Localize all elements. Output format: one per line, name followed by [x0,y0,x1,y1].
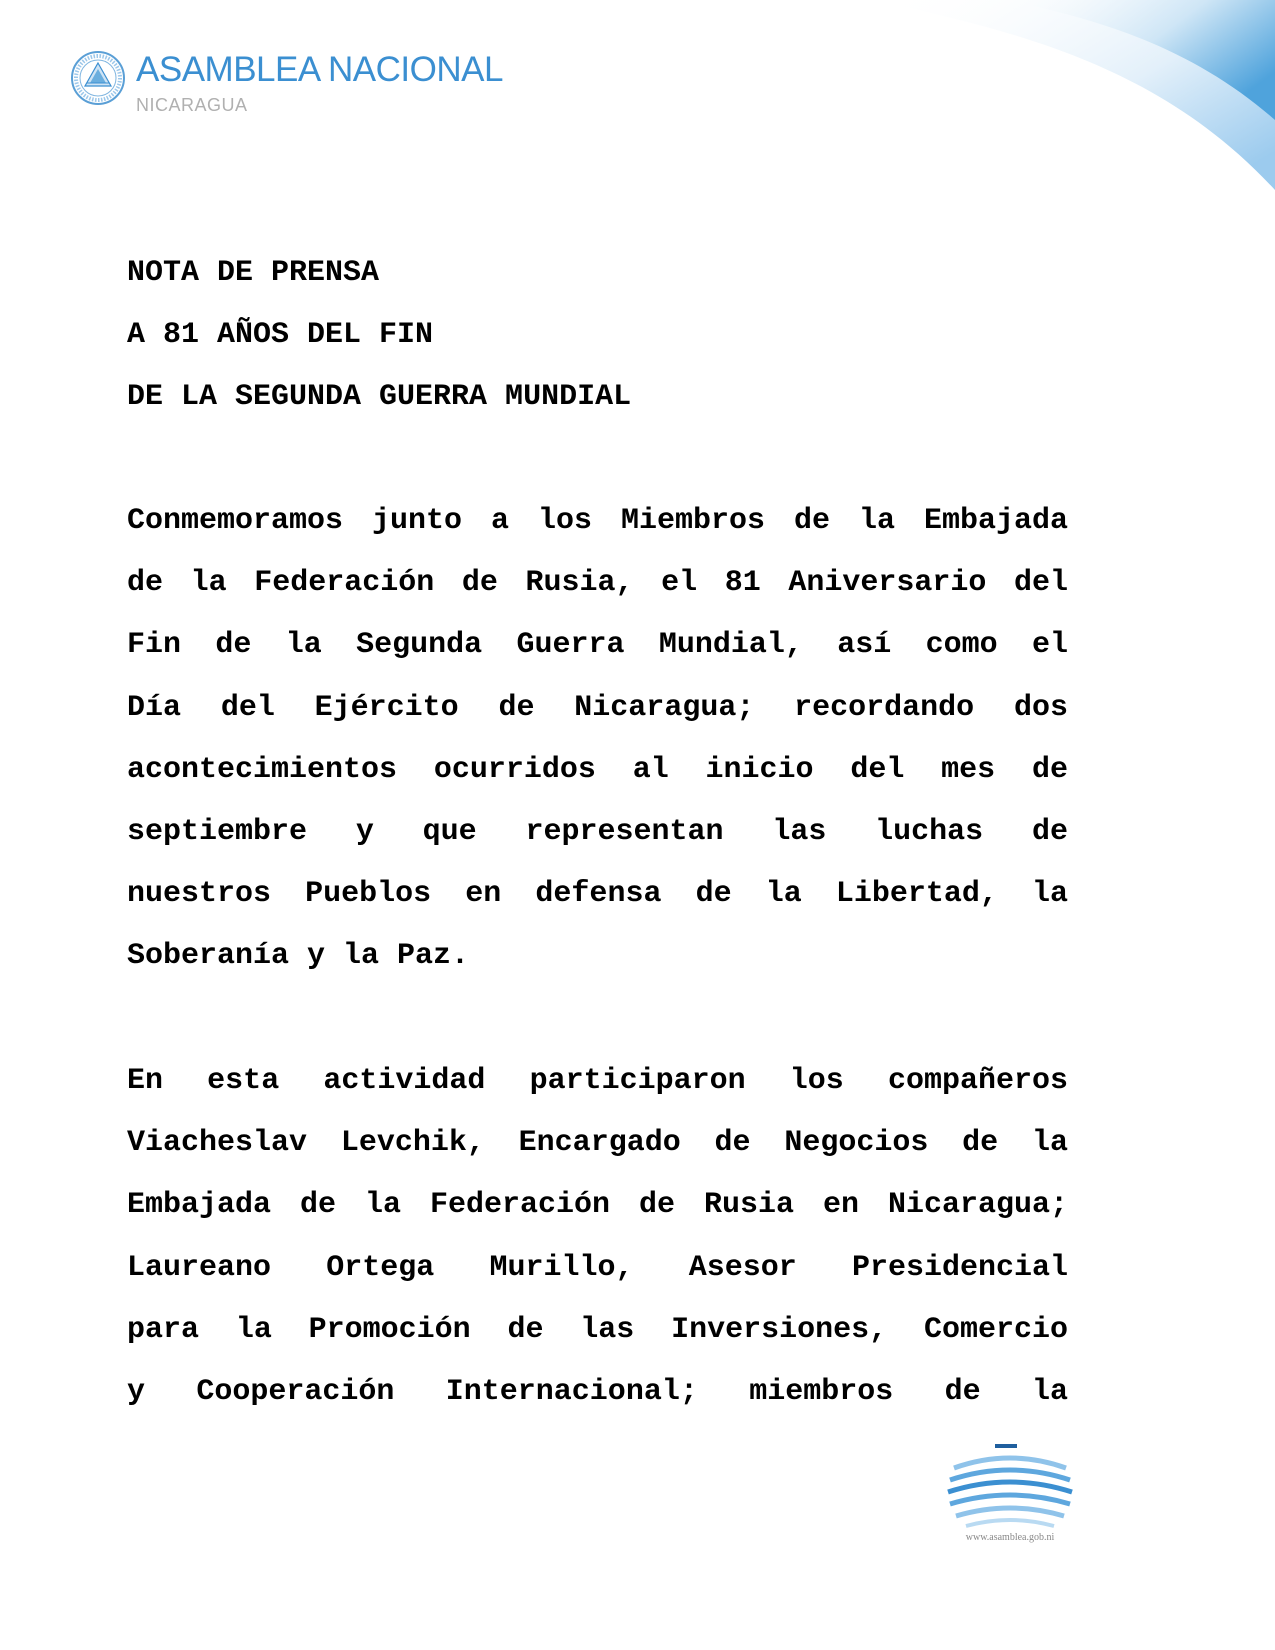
footer-website-url: www.asamblea.gob.ni [965,1532,1055,1543]
paragraph-line: Embajada de la Federación de Rusia en Nicaragua; [127,1188,1068,1223]
heading-line: DE LA SEGUNDA GUERRA MUNDIAL [127,380,632,414]
organization-country: NICARAGUA [136,95,248,115]
organization-name: ASAMBLEA NACIONAL [136,50,503,89]
nicaragua-coat-of-arms-seal-icon [70,50,126,106]
heading-line: NOTA DE PRENSA [127,256,380,290]
paragraph-line: de la Federación de Rusia, el 81 Aniversario del [127,566,1068,601]
body-paragraph-2 [127,1050,1068,1423]
paragraph-line: Fin de la Segunda Guerra Mundial, así como el [127,628,1068,663]
paragraph-line: Soberanía y la Paz. [127,939,470,974]
decorative-swoosh-icon [855,0,1275,200]
paragraph-line: para la Promoción de las Inversiones, Comercio [127,1312,1068,1347]
paragraph-line: Laureano Ortega Murillo, Asesor Presidencial [127,1250,1068,1285]
paragraph-line: Viacheslav Levchik, Encargado de Negocios de la [127,1126,1068,1161]
paragraph-line: nuestros Pueblos en defensa de la Libertad, la [127,877,1068,912]
paragraph-line: Día del Ejército de Nicaragua; recordando dos [127,690,1068,725]
assembly-chamber-logo-icon [940,1440,1080,1530]
paragraph-line: Conmemoramos junto a los Miembros de la Embajada [127,504,1068,538]
paragraph-line: y Cooperación Internacional; miembros de la [127,1374,1068,1409]
body-paragraph-1 [127,490,1068,988]
paragraph-line: acontecimientos ocurridos al inicio del mes de [127,752,1068,787]
letterhead [70,44,590,124]
paragraph-line: En esta actividad participaron los compañeros [127,1064,1068,1098]
heading-line: A 81 AÑOS DEL FIN [127,318,434,352]
press-release-heading [127,242,1077,428]
paragraph-line: septiembre y que representan las luchas de [127,814,1068,849]
